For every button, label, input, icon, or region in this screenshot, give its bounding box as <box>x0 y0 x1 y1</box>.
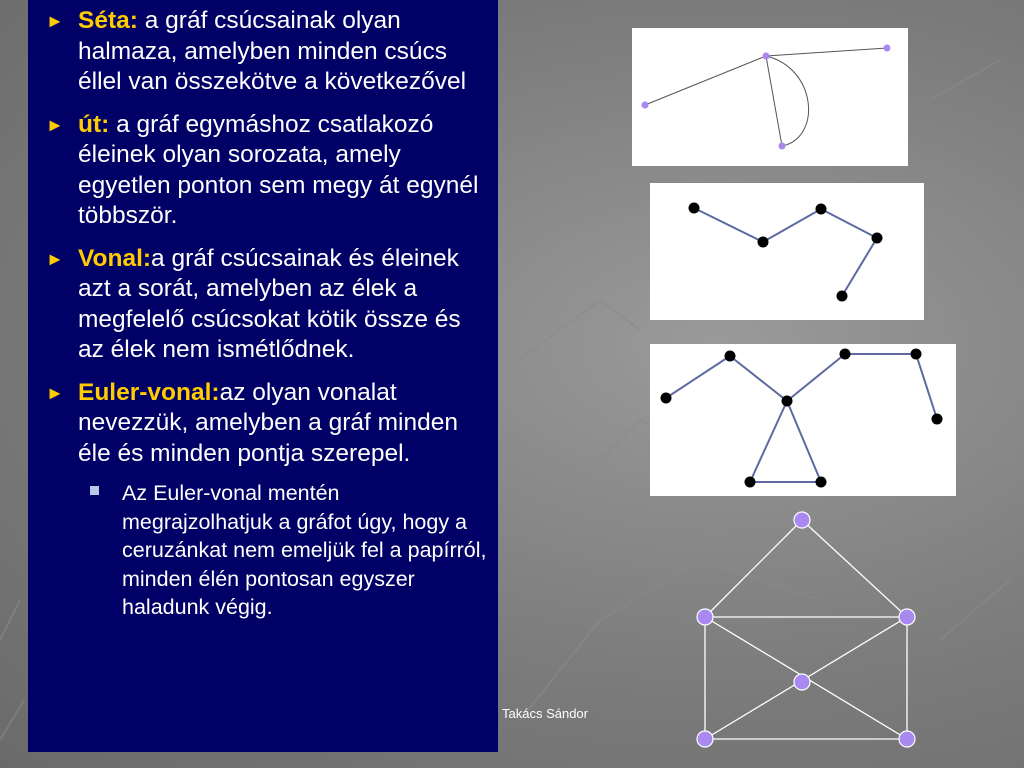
graph-vertex <box>763 53 770 60</box>
graph-edge <box>766 56 809 146</box>
graph-trail <box>650 344 956 496</box>
graph-vertex <box>911 349 922 360</box>
graph-vertex <box>642 102 649 109</box>
graph-vertex <box>899 609 915 625</box>
bullet-arrow-icon: ► <box>46 11 64 31</box>
bullet-euler-vonal <box>46 378 492 470</box>
bullet-arrow-icon: ► <box>46 248 64 269</box>
graph-vertex <box>837 291 848 302</box>
square-bullet-icon <box>90 486 99 495</box>
graph-edge <box>821 209 877 238</box>
bullet-ut <box>46 110 492 232</box>
graph-edge <box>645 56 766 105</box>
graph-vertex <box>899 731 915 747</box>
footer-author: Takács Sándor <box>502 706 588 721</box>
graph-vertex <box>932 414 943 425</box>
term-label: Séta: <box>78 7 138 34</box>
graph-vertex <box>884 45 891 52</box>
term-label: Vonal: <box>78 244 152 272</box>
definition-text: a gráf csúcsainak és éleinek azt a sorát, amelyben az élek a megfelelő csúcsokat kötik össze és az élek nem ismétlődnek. <box>78 244 461 363</box>
sub-bullet-euler <box>46 479 492 622</box>
graph-edge <box>842 238 877 296</box>
graph-vertex <box>840 349 851 360</box>
term-label: Euler-vonal: <box>78 378 220 406</box>
graph-path <box>650 183 924 320</box>
definition-text: a gráf csúcsainak olyan halmaza, amelyben minden csúcs éllel van összekötve a következővel <box>78 7 467 95</box>
graph-edge <box>766 56 782 146</box>
sub-bullet-text: Az Euler-vonal mentén megrajzolhatjuk a gráfot úgy, hogy a ceruzánkat nem emeljük fel a papírról, minden élén pontosan egyszer haladunk végig. <box>122 481 487 619</box>
graph-vertex <box>779 143 786 150</box>
bullet-arrow-icon: ► <box>46 114 64 135</box>
bullet-vonal <box>46 244 492 366</box>
bullet-seta <box>46 6 492 98</box>
graph-edge <box>666 356 730 398</box>
graph-euler-house <box>690 508 922 752</box>
graph-vertex <box>697 609 713 625</box>
definition-text: a gráf egymáshoz csatlakozó éleinek olyan sorozata, amely egyetlen ponton sem megy át egynél többször. <box>78 110 479 229</box>
graph-edge <box>730 356 787 401</box>
graph-walk <box>632 28 908 166</box>
term-label: út: <box>78 110 110 138</box>
graph-vertex <box>872 233 883 244</box>
graph-edge <box>802 520 907 617</box>
graph-vertex <box>661 393 672 404</box>
graph-vertex <box>794 674 810 690</box>
graph-edge <box>787 354 845 401</box>
definition-text: az olyan vonalat nevezzük, amelyben a gráf minden éle és minden pontja szerepel. <box>78 378 458 467</box>
graph-vertex <box>782 396 793 407</box>
graph-vertex <box>816 204 827 215</box>
graph-vertex <box>697 731 713 747</box>
graph-vertex <box>816 477 827 488</box>
graph-edge <box>694 208 763 242</box>
graph-vertex <box>794 512 810 528</box>
graph-edge <box>916 354 937 419</box>
graph-edge <box>766 48 887 56</box>
graph-edge <box>705 520 802 617</box>
graph-vertex <box>725 351 736 362</box>
graph-edge <box>787 401 821 482</box>
graph-vertex <box>745 477 756 488</box>
graph-vertex <box>689 203 700 214</box>
bullet-arrow-icon: ► <box>46 382 64 403</box>
text-panel <box>28 0 498 752</box>
graph-vertex <box>758 237 769 248</box>
graph-edge <box>763 209 821 242</box>
graph-edge <box>750 401 787 482</box>
